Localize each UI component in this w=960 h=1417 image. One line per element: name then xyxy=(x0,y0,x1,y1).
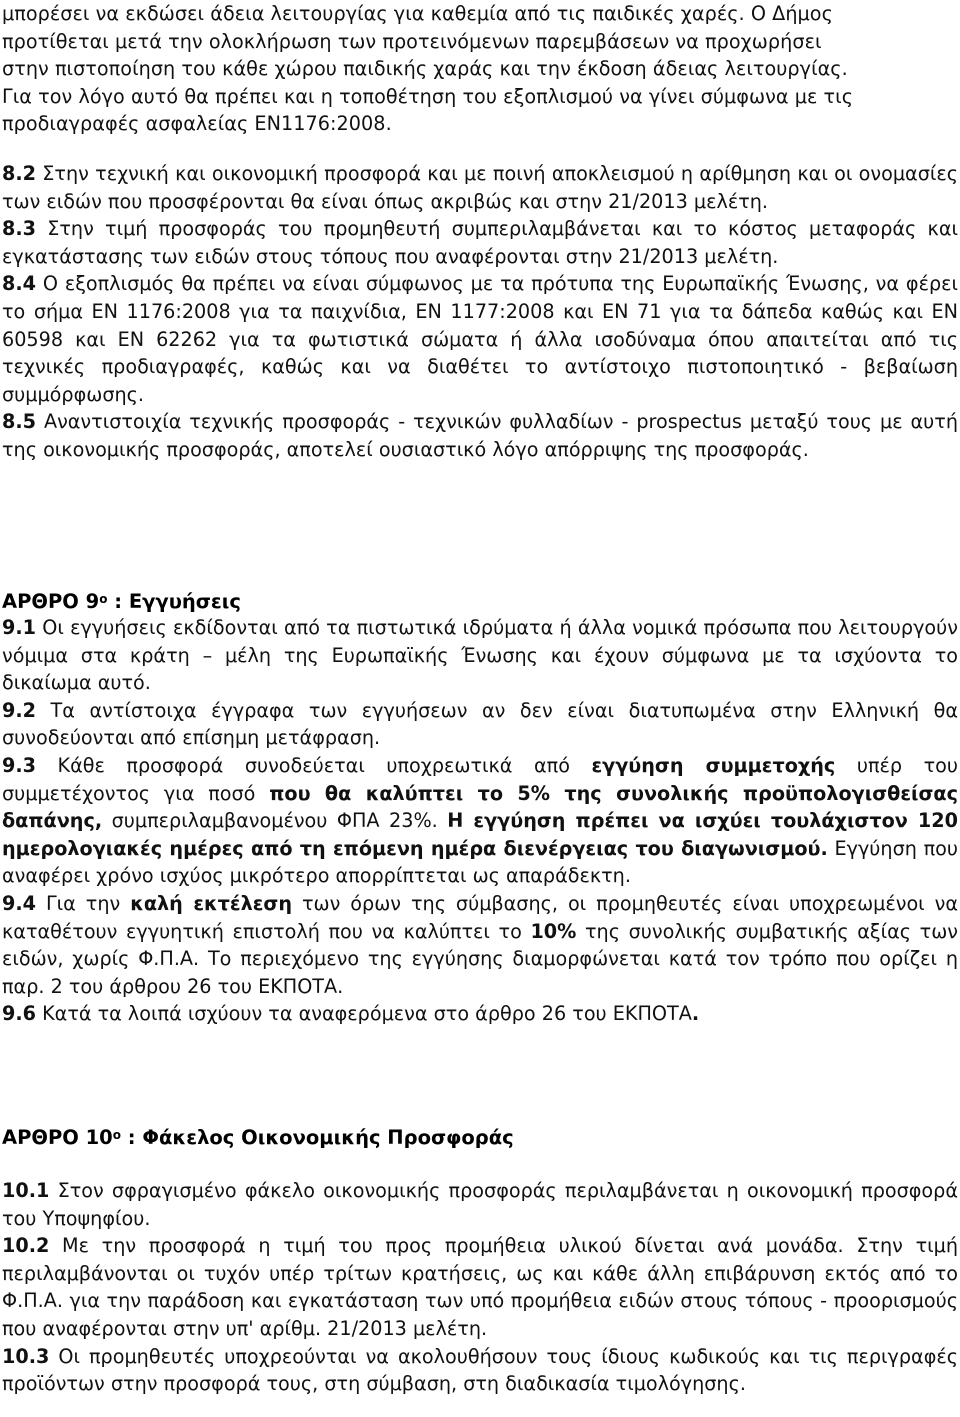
clause-number: 9.4 xyxy=(2,891,36,915)
intro-line: Για τον λόγο αυτό θα πρέπει και η τοποθέτηση του εξοπλισμού να γίνει σύμφωνα με τις xyxy=(2,84,854,108)
clause-10-1 xyxy=(2,1177,958,1232)
clause-number: 8.3 xyxy=(2,217,36,241)
article-9-clauses xyxy=(2,614,958,1028)
article-10-heading: ΑΡΘΡΟ $10^o$ : Φάκελος Οικονομικής Προσφοράς xyxy=(2,1126,514,1149)
clause-text: Οι προμηθευτές υποχρεούνται να ακολουθήσουν τους ίδιους κωδικούς και τις περιγραφές προϊόντων στην προσφορά τους, στη σύμβαση, στη διαδικασία τιμολόγησης. xyxy=(2,1344,958,1396)
clause-text: Κατά τα λοιπά ισχύουν τα αναφερόμενα στο άρθρο 26 του ΕΚΠΟΤΑ xyxy=(36,1002,692,1026)
clause-number: 10.3 xyxy=(2,1344,50,1368)
article-9-heading: ΑΡΘΡΟ $9^o$ : Εγγυήσεις xyxy=(2,590,241,613)
intro-line: προδιαγραφές ασφαλείας ΕΝ1176:2008. xyxy=(2,112,392,135)
intro-line: στην πιστοποίηση του κάθε χώρου παιδικής χαράς και την έκδοση άδειας λειτουργίας. xyxy=(2,57,848,80)
clause-number: 8.5 xyxy=(2,410,36,434)
clause-text: Στην τιμή προσφοράς του προμηθευτή συμπεριλαμβάνεται και το κόστος μεταφοράς και εγκατάστασης των ειδών στους τόπους που αναφέρονται στην 21/2013 μελέτη. xyxy=(2,217,958,268)
clause-8-2 xyxy=(2,160,958,215)
clause-number: 10.1 xyxy=(2,1179,50,1202)
clause-text: Οι εγγυήσεις εκδίδονται από τα πιστωτικά ιδρύματα ή άλλα νομικά πρόσωπα που λειτουργούν νόμιμα στα κράτη – μέλη της Ευρωπαϊκής Ένωσης και έχουν σύμφωνα με τα ισχύοντα το δικαίωμα αυτό. xyxy=(2,616,958,695)
clause-text: Τα αντίστοιχα έγγραφα των εγγυήσεων αν δεν είναι διατυπωμένα στην Ελληνική θα συνοδεύονται από επίσημη μετάφραση. xyxy=(2,698,958,750)
clause-text: Στην τεχνική και οικονομική προσφορά και με ποινή αποκλεισμού η αρίθμηση και οι ονομασίες των ειδών που προσφέρονται θα είναι όπως ακριβώς και στην 21/2013 μελέτη. xyxy=(2,162,958,213)
clause-9-3: 9.3 Κάθε προσφορά συνοδεύεται υποχρεωτικά από εγγύηση συμμετοχής υπέρ του συμμετέχοντος για ποσό που θα καλύπτει το 5% της συνολικής προϋπολογισθείσας δαπάνης, συμπεριλαμβανομένου ΦΠΑ 23%. Η εγγύηση πρέπει να ισχύει τουλάχιστον 120 ημερολογιακές ημέρες από τη επόμενη ημέρα διενέργειας του διαγωνισμού. Εγγύηση που αναφέρει χρόνο ισχύος μικρότερο απορρίπτεται ως απαράδεκτη. xyxy=(2,753,958,888)
clause-8-3 xyxy=(2,215,958,270)
intro-paragraph xyxy=(2,0,958,138)
clause-9-2 xyxy=(2,697,958,752)
clause-number: 10.2 xyxy=(2,1234,50,1258)
clause-8-4 xyxy=(2,270,958,408)
clause-text: Αναντιστοιχία τεχνικής προσφοράς - τεχνικών φυλλαδίων - prospectus μεταξύ τους με αυτή της οικονομικής προσφοράς, αποτελεί ουσιαστικό λόγο απόρριψης της προσφοράς. xyxy=(2,410,958,461)
clause-text: Ο εξοπλισμός θα πρέπει να είναι σύμφωνος με τα πρότυπα της Ευρωπαϊκής Ένωσης, να φέρει το σήμα ΕΝ 1176:2008 για τα παιχνίδια, ΕΝ 1177:2008 και ΕΝ 71 για τα δάπεδα καθώς και ΕΝ 60598 και ΕΝ 62262 για τα φωτιστικά σώματα ή άλλα ισοδύναμα όπου απαιτείται από τις τεχνικές προδιαγραφές, καθώς και να διαθέτει το αντίστοιχο πιστοποιητικό - βεβαίωση συμμόρφωσης. xyxy=(2,272,958,406)
clause-10-3 xyxy=(2,1343,958,1398)
clause-8-5 xyxy=(2,408,958,463)
clause-number: 8.4 xyxy=(2,272,36,296)
clause-9-4: 9.4 Για την καλή εκτέλεση των όρων της σύμβασης, οι προμηθευτές είναι υποχρεωμένοι να καταθέτουν εγγυητική επιστολή που να καλύπτει το 10% της συνολικής συμβατικής αξίας των ειδών, χωρίς Φ.Π.Α. Το περιεχόμενο της εγγύησης διαμορφώνεται κατά τον τρόπο που ορίζει η παρ. 2 του άρθρου 26 του ΕΚΠΟΤΑ. xyxy=(2,891,959,998)
clause-number: 9.6 xyxy=(2,1002,36,1026)
intro-line: μπορέσει να εκδώσει άδεια λειτουργίας για καθεμία από τις παιδικές χαρές. Ο Δήμος xyxy=(2,2,833,25)
clause-number: 9.1 xyxy=(2,616,36,639)
clause-number: 8.2 xyxy=(2,162,36,185)
article-8-clauses xyxy=(2,160,958,464)
clause-10-2 xyxy=(2,1232,958,1342)
clause-text: Στον σφραγισμένο φάκελο οικονομικής προσφοράς περιλαμβάνεται η οικονομική προσφορά του Υποψηφίου. xyxy=(2,1179,958,1230)
clause-number: 9.2 xyxy=(2,698,36,722)
article-10-clauses xyxy=(2,1177,958,1398)
clause-number: 9.3 xyxy=(2,753,36,777)
clause-9-1 xyxy=(2,614,958,697)
intro-line: προτίθεται μετά την ολοκλήρωση των προτεινόμενων παρεμβάσεων να προχωρήσει xyxy=(2,29,822,53)
clause-9-6: 9.6 Κατά τα λοιπά ισχύουν τα αναφερόμενα στο άρθρο 26 του ΕΚΠΟΤΑ. xyxy=(2,1002,700,1026)
clause-text: Με την προσφορά η τιμή του προς προμήθεια υλικού δίνεται ανά μονάδα. Στην τιμή περιλαμβάνονται οι τυχόν υπέρ τρίτων κρατήσεις, ως και κάθε άλλη επιβάρυνση εκτός από το Φ.Π.Α. για την παράδοση και εγκατάσταση των υπό προμήθεια ειδών στους τόπους - προορισμούς που αναφέρονται στην υπ' αρίθμ. 21/2013 μελέτη. xyxy=(2,1234,958,1340)
